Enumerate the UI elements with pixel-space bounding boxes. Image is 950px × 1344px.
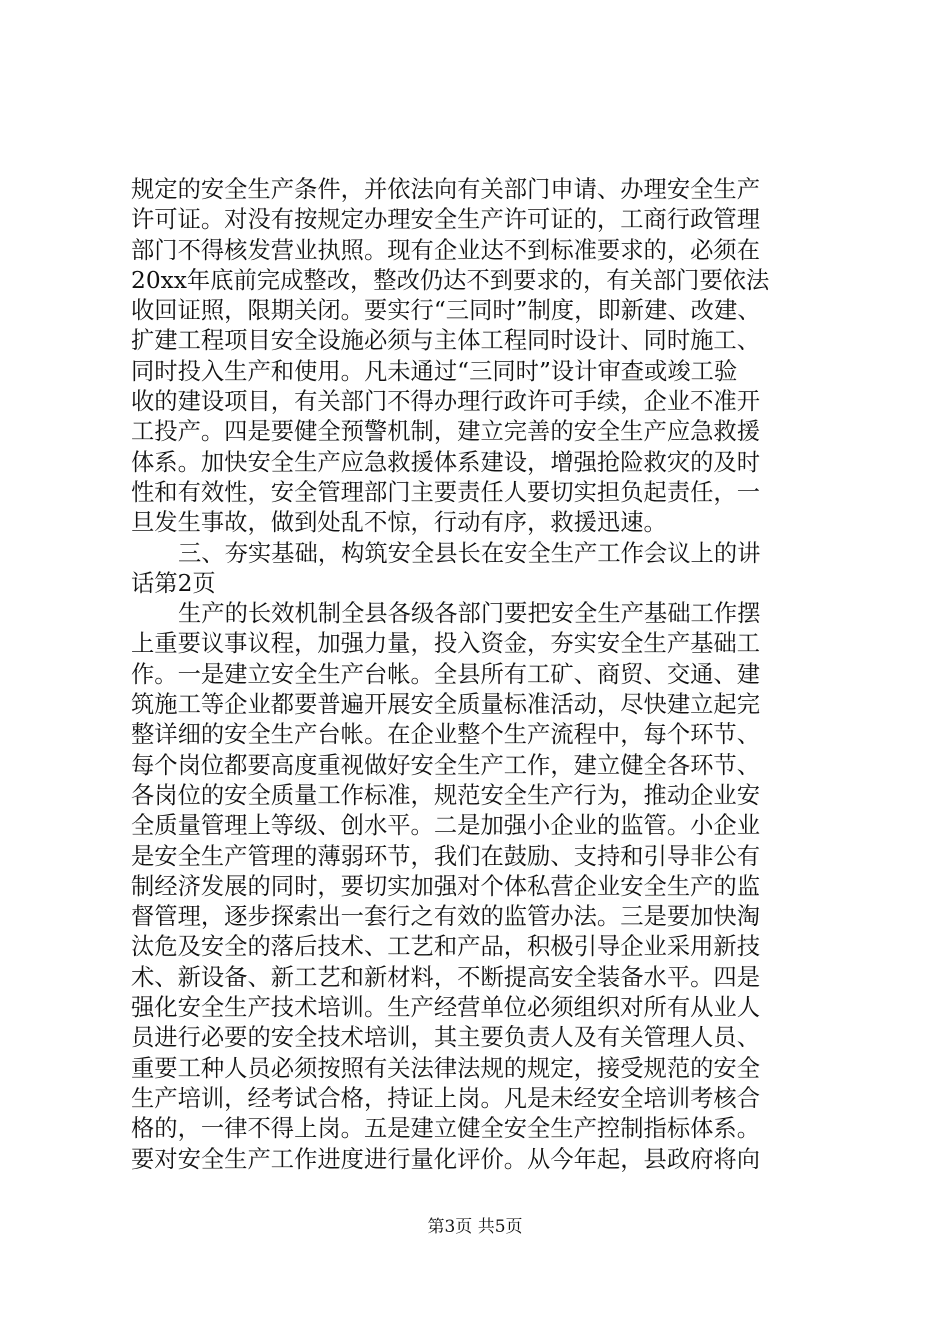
text-line: 作。一是建立安全生产台帐。全县所有工矿、商贸、交通、建	[131, 660, 761, 688]
text-line: 扩建工程项目安全设施必须与主体工程同时设计、同时施工、	[131, 327, 761, 355]
text-line: 各岗位的安全质量工作标准，规范安全生产行为，推动企业安	[131, 781, 761, 809]
page-footer: 第3页 共5页	[427, 1217, 523, 1237]
text-line: 术、新设备、新工艺和新材料，不断提高安全装备水平。四是	[131, 963, 761, 991]
document-body	[131, 175, 841, 1175]
text-line: 筑施工等企业都要普遍开展安全质量标准活动，尽快建立起完	[131, 691, 761, 719]
text-line: 生产的长效机制全县各级各部门要把安全生产基础工作摆	[178, 600, 761, 628]
text-line: 三、夯实基础，构筑安全县长在安全生产工作会议上的讲	[178, 539, 761, 567]
text-line: 话第2页	[131, 569, 216, 597]
text-line: 汰危及安全的落后技术、工艺和产品，积极引导企业采用新技	[131, 933, 761, 961]
text-line: 每个岗位都要高度重视做好安全生产工作，建立健全各环节、	[131, 751, 761, 779]
text-line: 是安全生产管理的薄弱环节，我们在鼓励、支持和引导非公有	[131, 842, 761, 870]
text-line: 部门不得核发营业执照。现有企业达不到标准要求的，必须在	[131, 236, 761, 264]
text-line: 收的建设项目，有关部门不得办理行政许可手续，企业不准开	[131, 388, 761, 416]
text-line: 整详细的安全生产台帐。在企业整个生产流程中，每个环节、	[131, 721, 761, 749]
text-line: 格的，一律不得上岗。五是建立健全安全生产控制指标体系。	[131, 1115, 761, 1143]
text-line: 20xx年底前完成整改，整改仍达不到要求的，有关部门要依法	[131, 266, 770, 294]
text-line: 强化安全生产技术培训。生产经营单位必须组织对所有从业人	[131, 994, 761, 1022]
text-line: 生产培训，经考试合格，持证上岗。凡是未经安全培训考核合	[131, 1084, 761, 1112]
text-line: 上重要议事议程，加强力量，投入资金，夯实安全生产基础工	[131, 630, 761, 658]
text-line: 全质量管理上等级、创水平。二是加强小企业的监管。小企业	[131, 812, 761, 840]
text-line: 收回证照，限期关闭。要实行“三同时”制度，即新建、改建、	[131, 297, 761, 325]
text-line: 制经济发展的同时，要切实加强对个体私营企业安全生产的监	[131, 872, 761, 900]
text-line: 工投产。四是要健全预警机制，建立完善的安全生产应急救援	[131, 418, 761, 446]
text-line: 督管理，逐步探索出一套行之有效的监管办法。三是要加快淘	[131, 903, 761, 931]
text-line: 许可证。对没有按规定办理安全生产许可证的，工商行政管理	[131, 206, 761, 234]
text-line: 规定的安全生产条件，并依法向有关部门申请、办理安全生产	[131, 176, 761, 203]
text-line: 体系。加快安全生产应急救援体系建设，增强抢险救灾的及时	[131, 448, 761, 476]
text-line: 员进行必要的安全技术培训，其主要负责人及有关管理人员、	[131, 1024, 761, 1052]
text-line: 重要工种人员必须按照有关法律法规的规定，接受规范的安全	[131, 1054, 761, 1082]
text-line: 要对安全生产工作进度进行量化评价。从今年起，县政府将向	[131, 1145, 761, 1173]
text-line: 性和有效性，安全管理部门主要责任人要切实担负起责任，一	[131, 478, 761, 506]
text-line: 同时投入生产和使用。凡未通过“三同时”设计审查或竣工验	[131, 357, 738, 385]
text-line: 旦发生事故，做到处乱不惊，行动有序，救援迅速。	[131, 509, 667, 537]
